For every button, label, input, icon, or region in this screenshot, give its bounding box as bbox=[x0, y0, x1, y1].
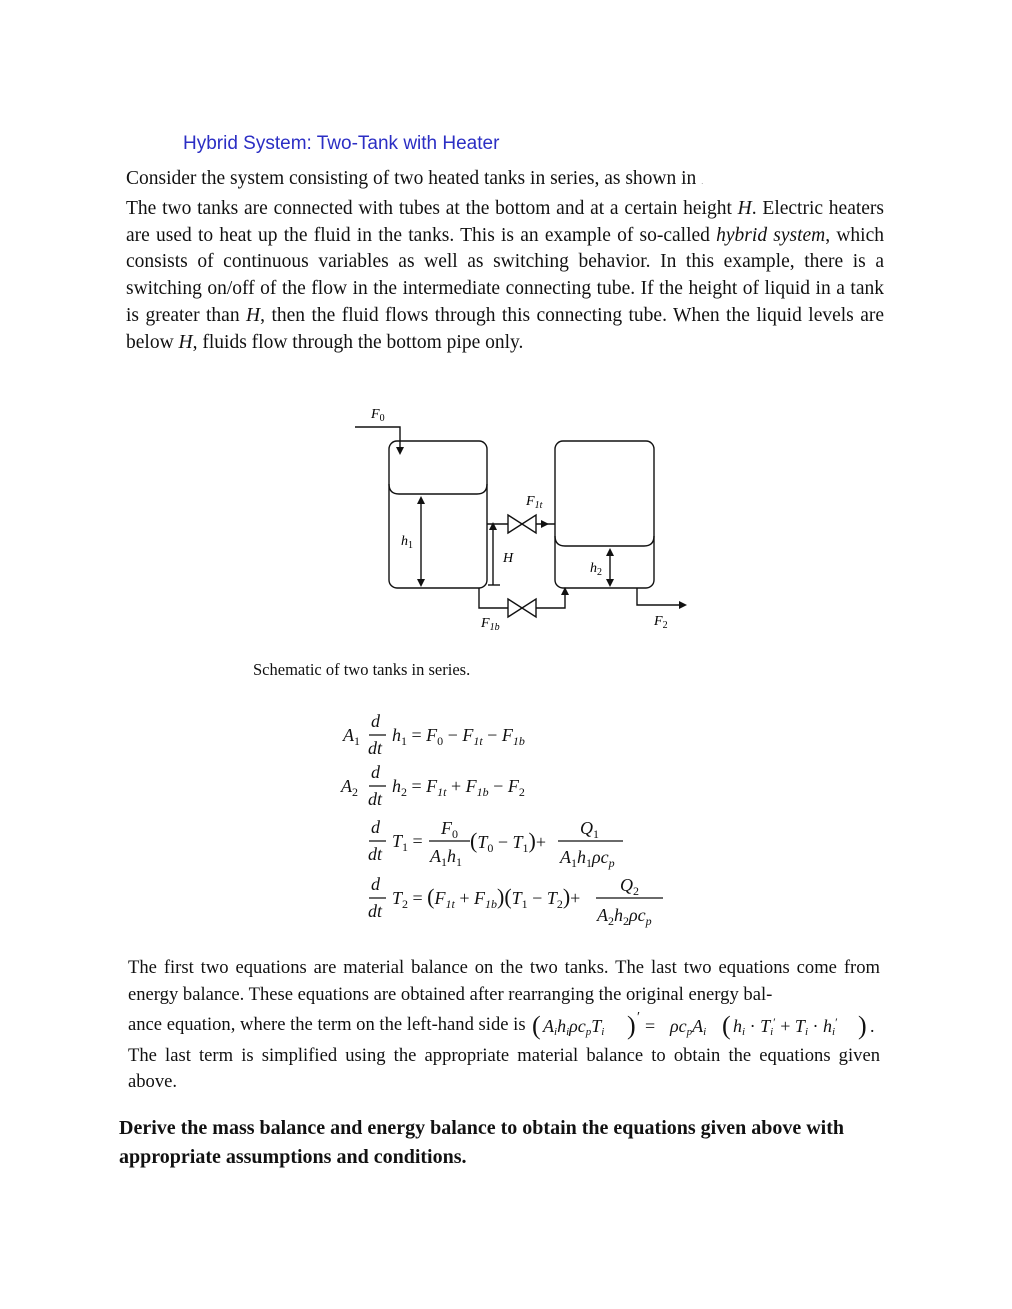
svg-text:Q1: $Q_1$ bbox=[580, 818, 599, 841]
svg-text:A1h1: $A_1h_1$ bbox=[430, 846, 462, 869]
equation-4 bbox=[368, 874, 663, 928]
inlet-arrow-icon bbox=[396, 447, 404, 455]
bottom-tube-left bbox=[479, 588, 508, 608]
var-h-3: H bbox=[178, 331, 193, 353]
svg-text:ρcpAi: ρcpAi bbox=[670, 1015, 707, 1038]
tank-1 bbox=[389, 441, 487, 588]
svg-text:F0: $F_0$ bbox=[441, 818, 458, 841]
discussion-text-3: The last term is simplified using the appropriate material balance to obtain the equations given above. bbox=[128, 1044, 880, 1093]
svg-text:h2 = F1t + F1b − F2: $h_2 = F_{1t} + F_{1b} - F_2$ bbox=[392, 776, 525, 799]
tank-2-liquid-level bbox=[555, 536, 654, 546]
intro-paragraph: Consider the system consisting of two heated tanks in series, as shown in . The two tanks are connected with tubes at the bottom and at a certain height H. Electric heaters are used to heat up the fluid in the tanks. This is an example of so-called hybrid system, which consists of continuous variables as well as switching behavior. In this example, there is a switching on/off of the flow in the intermediate connecting tube. If the height of liquid in a tank is greater than H, then the fluid flows through this connecting tube. When the liquid levels are below H, fluids flow through the bottom pipe only. bbox=[126, 168, 885, 353]
svg-text:A1: $A_1$ bbox=[343, 725, 360, 748]
intro-sentence-3: , then the fluid flows through this connecting tube. When the liquid levels are below bbox=[126, 304, 885, 353]
svg-text:.: . bbox=[870, 1015, 875, 1036]
label-h1: $h_1$ bbox=[401, 534, 413, 551]
inlet-pipe bbox=[355, 427, 400, 451]
svg-text:dt: dt bbox=[368, 844, 383, 864]
section-title: Hybrid System: Two-Tank with Heater bbox=[183, 133, 500, 154]
outlet-arrow-icon bbox=[679, 601, 687, 609]
bottom-valve-icon bbox=[508, 599, 536, 617]
svg-text:dt: dt bbox=[368, 789, 383, 809]
bottom-tube-right bbox=[536, 593, 565, 608]
equation-1 bbox=[342, 711, 525, 758]
h2-arrow-up-icon bbox=[606, 548, 614, 556]
svg-text:(T0 − T1)+: $(T_0 - T_1)+$ bbox=[470, 828, 546, 855]
label-H: H bbox=[503, 551, 514, 566]
svg-text:′: ′ bbox=[637, 1009, 641, 1025]
intro-sentence-4: , fluids flow through the bottom pipe only. bbox=[192, 331, 524, 353]
intro-sentence-1a: The two tanks are connected with tubes at the bottom and at a certain height bbox=[126, 197, 732, 219]
svg-text:): ) bbox=[627, 1010, 636, 1040]
label-F1b: $F_{1b}$ bbox=[481, 616, 500, 633]
var-h-2: H bbox=[246, 304, 261, 326]
svg-text:A1h1ρcp: $A_1h_1\rho c_p$ bbox=[560, 847, 615, 870]
svg-text:d: d bbox=[371, 711, 380, 731]
label-h2: $h_2$ bbox=[590, 561, 602, 578]
svg-text:A2h2ρcp: $A_2h_2\rho c_p$ bbox=[597, 905, 652, 928]
label-F1t: $F_{1t}$ bbox=[526, 494, 543, 511]
top-valve-icon bbox=[508, 515, 536, 533]
equation-block bbox=[330, 705, 690, 935]
intro-line-1: Consider the system consisting of two heated tanks in series, as shown in bbox=[126, 168, 697, 189]
figure-caption: Schematic of two tanks in series. bbox=[253, 660, 471, 679]
task-prompt: Derive the mass balance and energy balance to obtain the equations given above with appropriate assumptions and conditions. bbox=[119, 1117, 844, 1168]
inline-energy-equation bbox=[530, 1009, 890, 1043]
svg-text:T1 =: $T_1$ = bbox=[392, 831, 423, 854]
svg-text:dt: dt bbox=[368, 901, 383, 921]
svg-text:Q2: $Q_2$ bbox=[620, 875, 639, 898]
equation-2 bbox=[340, 762, 525, 809]
svg-text:=: = bbox=[645, 1015, 656, 1036]
outlet-pipe bbox=[637, 588, 680, 605]
h2-arrow-down-icon bbox=[606, 579, 614, 587]
discussion-text-2: ance equation, where the term on the left-hand side is bbox=[128, 1013, 526, 1035]
label-F2: $F_2$ bbox=[654, 614, 668, 631]
label-F0: $F_0$ bbox=[371, 407, 385, 424]
svg-text:T2 = (F1t + F1b)(T1 − T2)+: $T_2 = (F_{1t} + F_{1b})(T_1 - T_2)+$ bbox=[392, 884, 581, 911]
discussion-text-1: The first two equations are material balance on the two tanks. The last two equations come from energy balance. These equations are obtained after rearranging the original energy bal- bbox=[128, 957, 880, 1005]
equation-3 bbox=[368, 817, 623, 870]
tank-1-liquid-level bbox=[389, 484, 487, 494]
discussion-paragraph bbox=[128, 955, 880, 1096]
var-h-1: H bbox=[737, 197, 752, 219]
svg-text:d: d bbox=[371, 874, 380, 894]
svg-text:h1 = F0 − F1t − F1b: $h_1 = F_0 - F_{1t} - F_{1b}$ bbox=[392, 725, 525, 748]
h1-arrow-up-icon bbox=[417, 496, 425, 504]
h1-arrow-down-icon bbox=[417, 579, 425, 587]
intro-sentence-2: , which consists of continuous variables as well as switching behavior. In this example, there is a switching on/off of the flow in the intermediate connecting tube. If the height of liquid in a tank is greater than bbox=[126, 224, 885, 326]
svg-text:A2: $A_2$ bbox=[341, 776, 358, 799]
svg-text:d: d bbox=[371, 817, 380, 837]
top-flow-arrow-icon bbox=[541, 520, 549, 528]
svg-text:): ) bbox=[858, 1010, 867, 1040]
svg-text:d: d bbox=[371, 762, 380, 782]
tank-2 bbox=[555, 441, 654, 588]
hybrid-term: hybrid system bbox=[716, 224, 826, 246]
svg-text:(: ( bbox=[532, 1010, 541, 1040]
svg-text:AihiρcpTi: AihiρcpTi bbox=[543, 1015, 605, 1038]
H-arrow-up-icon bbox=[489, 522, 497, 530]
intro-sentence-1b: . Electric heaters are used to heat up the fluid in the tanks. This is an example of so-called bbox=[126, 197, 885, 246]
svg-text:(: ( bbox=[722, 1010, 731, 1040]
svg-text:dt: dt bbox=[368, 738, 383, 758]
svg-text:hi · Ti′ + Ti · hi′: hi · Ti′ + Ti · hi′ bbox=[733, 1014, 838, 1038]
